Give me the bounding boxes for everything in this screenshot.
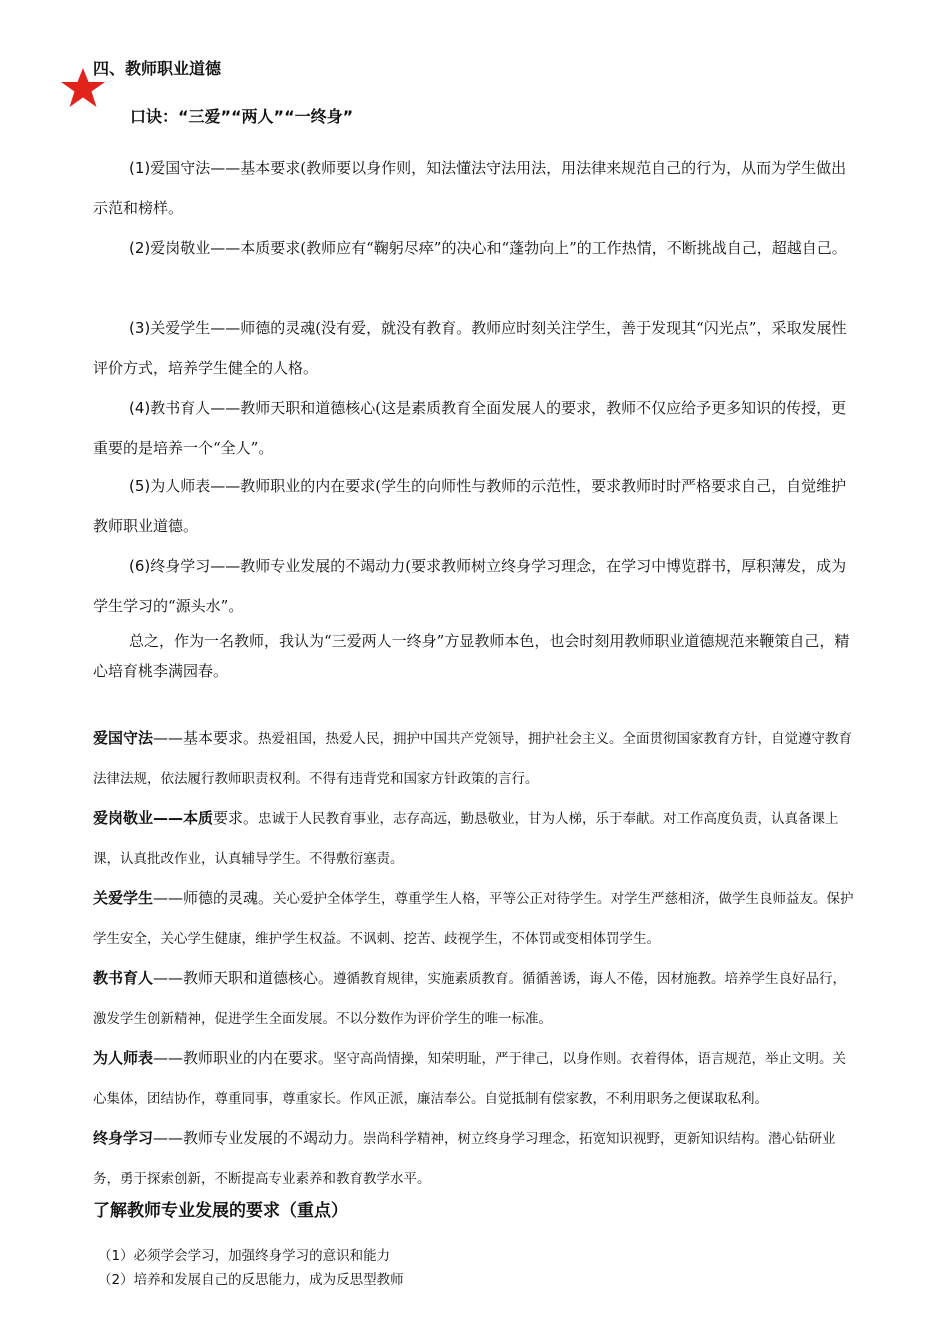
detail-title: ——教师专业发展的不竭动力。: [153, 1129, 364, 1147]
detail-item: [93, 718, 858, 799]
detail-title: ——师德的灵魂。: [153, 889, 274, 907]
detail-item: [93, 878, 858, 959]
item-title: (3)关爱学生——师德的灵魂: [129, 319, 316, 337]
item-title: (5)为人师表——教师职业的内在要求: [129, 477, 376, 495]
detail-desc: 忠诚于人民教育事业，志存高远，勤恳敬业，甘为人梯，乐于奉献。对工作高度负责，认真备课上课，认真批改作业，认真辅导学生。不得敷衍塞责。: [93, 811, 839, 867]
detail-item: [93, 958, 858, 1039]
detail-title: ——教师天职和道德核心。: [153, 969, 334, 987]
detail-title: 要求。: [213, 809, 259, 827]
item-title: (1)爱国守法——基本要求: [129, 159, 301, 177]
requirements-title: 了解教师专业发展的要求（重点）: [93, 1201, 348, 1221]
detail-item: [93, 1038, 858, 1119]
detail-title: ——教师职业的内在要求。: [153, 1049, 334, 1067]
item-desc: (没有爱，就没有教育。教师应时刻关注学生，善于发现其“闪光点”，采取发展性评价方式，培养学生健全的人格。: [93, 319, 847, 377]
mnemonic: 口诀：“三爱”“两人”“一终身”: [130, 107, 354, 126]
item-title: (6)终身学习——教师专业发展的不竭动力: [129, 557, 406, 575]
list-item: [93, 466, 858, 546]
item-desc: (教师应有“鞠躬尽瘁”的决心和“蓬勃向上”的工作热情，不断挑战自己，超越自己。: [300, 239, 847, 257]
list-item: [93, 228, 858, 268]
list-item: [93, 546, 858, 626]
detail-key: 关爱学生: [93, 889, 154, 907]
detail-item: [93, 798, 858, 879]
requirement-item: （2）培养和发展自己的反思能力，成为反思型教师: [98, 1272, 404, 1288]
detail-desc: 崇尚科学精神，树立终身学习理念，拓宽知识视野，更新知识结构。潜心钻研业务，勇于探索创新，不断提高专业素养和教育教学水平。: [93, 1131, 836, 1187]
detail-desc: 坚守高尚情操，知荣明耻，严于律己，以身作则。衣着得体，语言规范，举止文明。关心集体，团结协作，尊重同事，尊重家长。作风正派，廉洁奉公。自觉抵制有偿家教，不利用职务之便谋取私利。: [93, 1051, 847, 1107]
detail-key: 爱岗敬业——本质: [93, 809, 214, 827]
summary-text: 总之，作为一名教师，我认为“三爱两人一终身”方显教师本色，也会时刻用教师职业道德规范来鞭策自己，精心培育桃李满园春。: [93, 632, 850, 680]
detail-key: 爱国守法: [93, 729, 154, 747]
detail-desc: 关心爱护全体学生，尊重学生人格，平等公正对待学生。对学生严慈相济，做学生良师益友。保护学生安全，关心学生健康，维护学生权益。不讽刺、挖苦、歧视学生，不体罚或变相体罚学生。: [93, 891, 854, 947]
item-title: (2)爱岗敬业——本质要求: [129, 239, 301, 257]
item-title: (4)教书育人——教师天职和道德核心: [129, 399, 376, 417]
detail-desc: 热爱祖国，热爱人民，拥护中国共产党领导，拥护社会主义。全面贯彻国家教育方针，自觉遵守教育法律法规，依法履行教师职责权利。不得有违背党和国家方针政策的言行。: [93, 731, 853, 787]
requirement-item: （1）必须学会学习，加强终身学习的意识和能力: [98, 1248, 391, 1264]
list-item: [93, 388, 858, 468]
detail-key: 终身学习: [93, 1129, 154, 1147]
detail-item: [93, 1118, 858, 1199]
list-item: [93, 148, 858, 228]
item-desc: (要求教师树立终身学习理念，在学习中博览群书，厚积薄发，成为学生学习的“源头水”。: [93, 557, 847, 615]
item-desc: (这是素质教育全面发展人的要求，教师不仅应给予更多知识的传授，更重要的是培养一个“全人”。: [93, 399, 847, 457]
item-desc: (学生的向师性与教师的示范性，要求教师时时严格要求自己，自觉维护教师职业道德。: [93, 477, 847, 535]
detail-key: 为人师表: [93, 1049, 154, 1067]
detail-title: ——基本要求。: [153, 729, 259, 747]
detail-desc: 遵循教育规律，实施素质教育。循循善诱，诲人不倦，因材施教。培养学生良好品行，激发学生创新精神，促进学生全面发展。不以分数作为评价学生的唯一标准。: [93, 971, 847, 1027]
detail-key: 教书育人: [93, 969, 154, 987]
item-desc: (教师要以身作则，知法懂法守法用法，用法律来规范自己的行为，从而为学生做出示范和榜样。: [93, 159, 847, 217]
summary-paragraph: [93, 626, 858, 686]
list-item: [93, 308, 858, 388]
section-title: 四、教师职业道德: [93, 59, 222, 78]
